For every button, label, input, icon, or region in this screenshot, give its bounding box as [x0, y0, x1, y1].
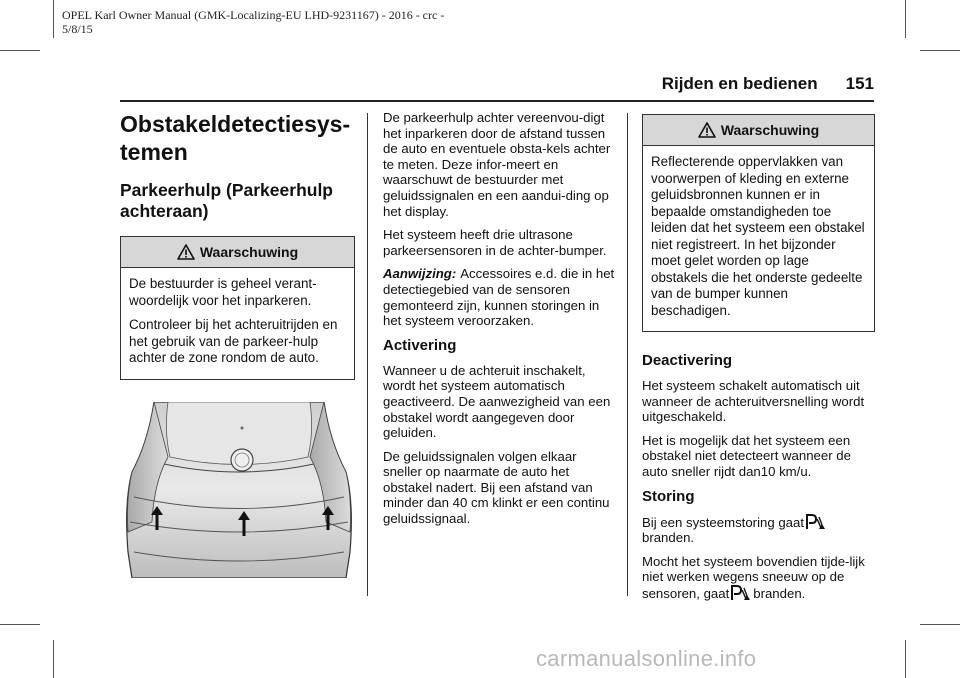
- note-text: Accessoires e.d. die in het detectiegebied van de sensoren gemonteerd zijn, kunnen storingen in het systeem veroorzaken.: [383, 266, 615, 329]
- warning-title: Waarschuwing: [199, 244, 299, 260]
- crop-mark: [0, 50, 40, 51]
- crop-mark: [920, 624, 960, 625]
- paragraph: Het is mogelijk dat het systeem een obstakel niet detecteert wanneer de auto sneller rijdt dan10 km/u.: [642, 432, 851, 479]
- page-number: 151: [845, 74, 874, 93]
- warning-body: [643, 146, 874, 331]
- warning-text: Controleer bij het achteruitrijden en het gebruik van de parkeer-hulp achter de zone rondom de auto.: [129, 317, 338, 365]
- running-head-section: Rijden en bedienen: [661, 74, 818, 93]
- paragraph: [642, 554, 875, 602]
- section-title: Obstakeldetectiesys-temen: [120, 111, 351, 165]
- column-1: [120, 110, 355, 380]
- print-metadata-line2: 5/8/15: [62, 22, 93, 36]
- storing-text-after: branden.: [753, 585, 806, 601]
- crop-mark: [53, 0, 54, 38]
- heading-activering: Activering: [383, 336, 457, 354]
- running-head: [662, 74, 874, 94]
- heading-storing: Storing: [642, 487, 695, 505]
- paragraph: De geluidssignalen volgen elkaar sneller op naarmate de auto het obstakel nadert. Bij een afstand van minder dan 40 cm klinkt er een continu geluidssignaal.: [383, 448, 610, 527]
- header-rule: [120, 100, 874, 102]
- crop-mark: [53, 640, 54, 678]
- crop-mark: [905, 0, 906, 38]
- warning-title: Waarschuwing: [720, 122, 820, 138]
- paragraph: Wanneer u de achteruit inschakelt, wordt het systeem automatisch geactiveerd. De aanwezigheid van een obstakel wordt aangegeven door geluiden.: [383, 362, 611, 441]
- warning-header: [121, 237, 354, 268]
- warning-header: [643, 115, 874, 146]
- column-2: [383, 110, 618, 535]
- warning-triangle-icon: [177, 244, 195, 260]
- paragraph: Het systeem heeft drie ultrasone parkeersensoren in de achter-bumper.: [383, 227, 607, 258]
- note-paragraph: [383, 266, 618, 328]
- crop-mark: [920, 50, 960, 51]
- storing-text-after: branden.: [642, 530, 695, 546]
- column-3: [642, 114, 875, 610]
- park-assist-icon: [731, 585, 751, 601]
- crop-mark: [0, 624, 40, 625]
- storing-text-before: Bij een systeemstoring gaat: [642, 514, 804, 530]
- paragraph: Het systeem schakelt automatisch uit wanneer de achteruitversnelling wordt uitgeschakeld.: [642, 378, 865, 425]
- warning-box: [642, 114, 875, 332]
- warning-box: [120, 236, 355, 380]
- note-label: Aanwijzing:: [383, 266, 457, 282]
- warning-text: Reflecterende oppervlakken van voorwerpen of kleding en externe geluidsbronnen kunnen er in bepaalde omstandigheden toe leiden dat het systeem een obstakel niet registreert. In het bijzonder moet gelet worden op lage obstakels die het onderste gedeelte van de bumper kunnen beschadigen.: [651, 154, 865, 318]
- paragraph: De parkeerhulp achter vereenvou-digt het inparkeren door de afstand tussen de auto en eventuele obsta-kels achter te meten. Deze infor-meert en waarschuwt de bestuurder met geluidssignalen en een aandui-ding op het display.: [383, 110, 611, 219]
- park-assist-icon: [806, 514, 826, 530]
- storing-text-before: Mocht het systeem bovendien tijde-lijk niet werken wegens sneeuw op de sensoren, gaat: [642, 553, 865, 601]
- warning-body: [121, 268, 354, 379]
- watermark: carmanualsonline.info: [536, 646, 757, 671]
- warning-triangle-icon: [698, 122, 716, 138]
- crop-mark: [905, 640, 906, 678]
- subsection-title: Parkeerhulp (Parkeerhulp achteraan): [120, 180, 333, 221]
- paragraph: [642, 514, 875, 546]
- column-divider: [367, 113, 368, 596]
- heading-deactivering: Deactivering: [642, 352, 733, 369]
- column-divider: [627, 113, 628, 596]
- warning-text: De bestuurder is geheel verant-woordelijk voor het inparkeren.: [129, 276, 317, 308]
- print-metadata-line1: OPEL Karl Owner Manual (GMK-Localizing-EU LHD-9231167) - 2016 - crc -: [62, 8, 445, 22]
- print-metadata: [62, 8, 522, 36]
- car-rear-illustration: [124, 402, 354, 578]
